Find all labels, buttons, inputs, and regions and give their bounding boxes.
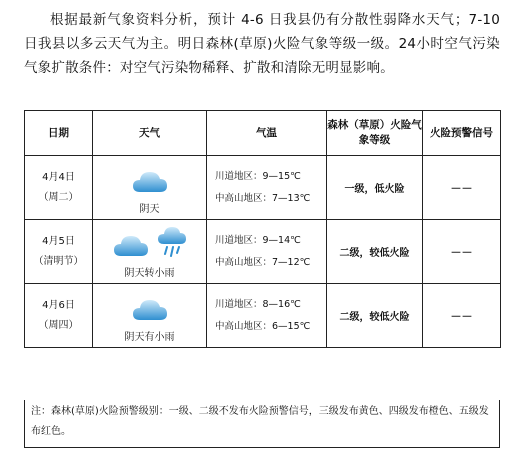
table-header-row [25, 111, 501, 156]
weekday: （周二） [38, 191, 79, 203]
weather-cell [93, 156, 207, 220]
temp-valley: 川道地区：9—15℃ [215, 170, 301, 182]
table-row [25, 220, 501, 284]
header-temperature: 气温 [207, 111, 327, 156]
temperature-cell [207, 156, 327, 220]
date-cell [25, 220, 93, 284]
forecast-intro: 根据最新气象资料分析，预计 4-6 日我县仍有分散性弱降水天气；7-10 日我县以多云天气为主。明日森林(草原)火险气象等级一级。24小时空气污染气象扩散条件：对空气污染物稀释、扩散和清除无明显影响。 [24, 12, 500, 76]
rain-icon [157, 224, 187, 258]
weather-label: 阴天有小雨 [124, 332, 175, 343]
cloud-icon [113, 232, 149, 258]
date-cell [25, 156, 93, 220]
table-row [25, 156, 501, 220]
header-warning-signal: 火险预警信号 [423, 111, 501, 156]
date: 4月6日 [42, 299, 75, 311]
table-row [25, 284, 501, 348]
warning-signal-cell: －－ [423, 156, 501, 220]
weather-label: 阴天 [139, 204, 160, 215]
date: 4月4日 [42, 171, 75, 183]
warning-signal-cell: －－ [423, 284, 501, 348]
warning-signal-cell: －－ [423, 220, 501, 284]
temperature-cell [207, 220, 327, 284]
temp-mountain: 中高山地区：6—15℃ [215, 320, 311, 332]
fire-warning-note: 注：森林(草原)火险预警级别：一级、二级不发布火险预警信号，三级发布黄色、四级发布橙色、五级发布红色。 [24, 400, 500, 448]
weekday: （周四） [38, 319, 79, 331]
fire-level-cell: 二级，较低火险 [327, 220, 423, 284]
header-date: 日期 [25, 111, 93, 156]
temp-valley: 川道地区：9—14℃ [215, 234, 301, 246]
header-weather: 天气 [93, 111, 207, 156]
temp-mountain: 中高山地区：7—13℃ [215, 192, 311, 204]
date-cell [25, 284, 93, 348]
date: 4月5日 [42, 235, 75, 247]
forecast-table [24, 110, 501, 348]
weather-cell [93, 220, 207, 284]
temp-valley: 川道地区：8—16℃ [215, 298, 301, 310]
cloud-icon [132, 296, 168, 322]
weather-cell [93, 284, 207, 348]
weekday: （清明节） [33, 255, 84, 267]
fire-level-cell: 二级，较低火险 [327, 284, 423, 348]
weather-label: 阴天转小雨 [124, 268, 175, 279]
temp-mountain: 中高山地区：7—12℃ [215, 256, 311, 268]
fire-level-cell: 一级，低火险 [327, 156, 423, 220]
temperature-cell [207, 284, 327, 348]
cloud-icon [132, 168, 168, 194]
header-fire-level: 森林（草原）火险气象等级 [327, 111, 423, 156]
